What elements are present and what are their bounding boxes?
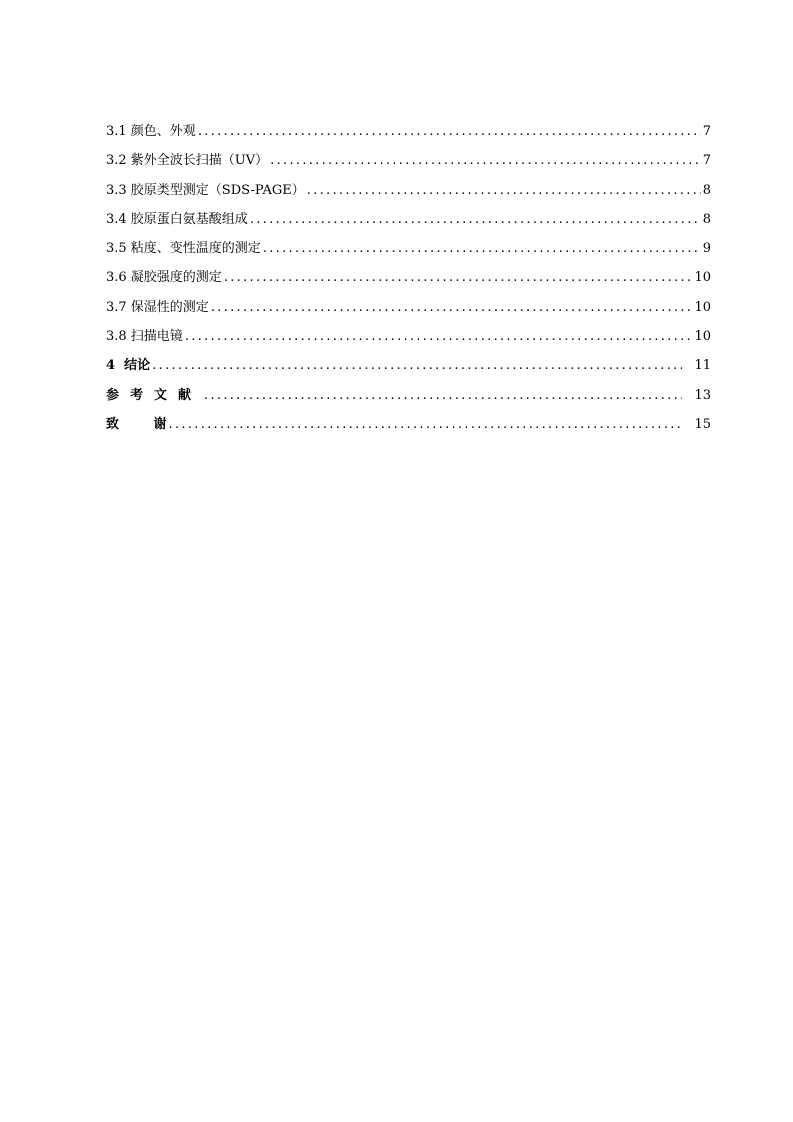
toc-dot-leader	[198, 117, 701, 146]
toc-entry[interactable]	[106, 293, 711, 322]
toc-entry-title: 3.7 保湿性的测定	[106, 299, 209, 315]
toc-entry-page: 15	[694, 416, 711, 432]
toc-entry-title: 致 谢	[106, 416, 167, 432]
toc-entry[interactable]	[106, 176, 711, 205]
toc-dot-leader	[224, 263, 693, 292]
toc-entry-title: 3.1 颜色、外观	[106, 124, 196, 139]
toc-entry-page: 8	[702, 182, 711, 198]
toc-entry[interactable]	[106, 410, 711, 439]
toc-entry[interactable]	[106, 322, 711, 351]
toc-dot-leader	[152, 351, 682, 380]
toc-dot-leader	[169, 410, 683, 439]
toc-entry-title: 参考文献	[106, 387, 203, 403]
toc-entry[interactable]	[106, 351, 711, 380]
toc-entry[interactable]	[106, 234, 711, 263]
toc-entry-page: 7	[702, 153, 711, 169]
toc-dot-leader	[307, 176, 701, 205]
toc-dot-leader	[270, 146, 701, 175]
toc-dot-leader	[211, 293, 693, 322]
table-of-contents	[106, 117, 711, 439]
toc-dot-leader	[185, 322, 693, 351]
toc-dot-leader	[263, 234, 701, 263]
toc-entry-page: 7	[702, 124, 711, 139]
toc-entry[interactable]	[106, 117, 711, 146]
toc-dot-leader	[250, 205, 701, 234]
toc-entry[interactable]	[106, 263, 711, 292]
toc-entry-page: 10	[694, 299, 711, 315]
toc-entry-page: 10	[694, 270, 711, 286]
toc-entry-title: 3.3 胶原类型测定（SDS-PAGE）	[106, 182, 305, 198]
toc-entry-page: 11	[694, 358, 711, 374]
toc-entry-title: 3.4 胶原蛋白氨基酸组成	[106, 211, 248, 227]
toc-entry-page: 8	[702, 211, 711, 227]
toc-entry-title: 4 结论	[106, 358, 151, 374]
toc-entry[interactable]	[106, 146, 711, 175]
toc-entry-page: 13	[694, 387, 711, 403]
toc-entry-title: 3.8 扫描电镜	[106, 329, 183, 345]
toc-entry[interactable]	[106, 381, 711, 410]
toc-entry-title: 3.5 粘度、变性温度的测定	[106, 241, 261, 257]
toc-entry-title: 3.6 凝胶强度的测定	[106, 270, 222, 286]
toc-entry-page: 9	[702, 241, 711, 257]
toc-entry[interactable]	[106, 205, 711, 234]
toc-entry-page: 10	[694, 329, 711, 345]
toc-entry-title: 3.2 紫外全波长扫描（UV）	[106, 153, 269, 169]
toc-dot-leader	[204, 381, 682, 410]
